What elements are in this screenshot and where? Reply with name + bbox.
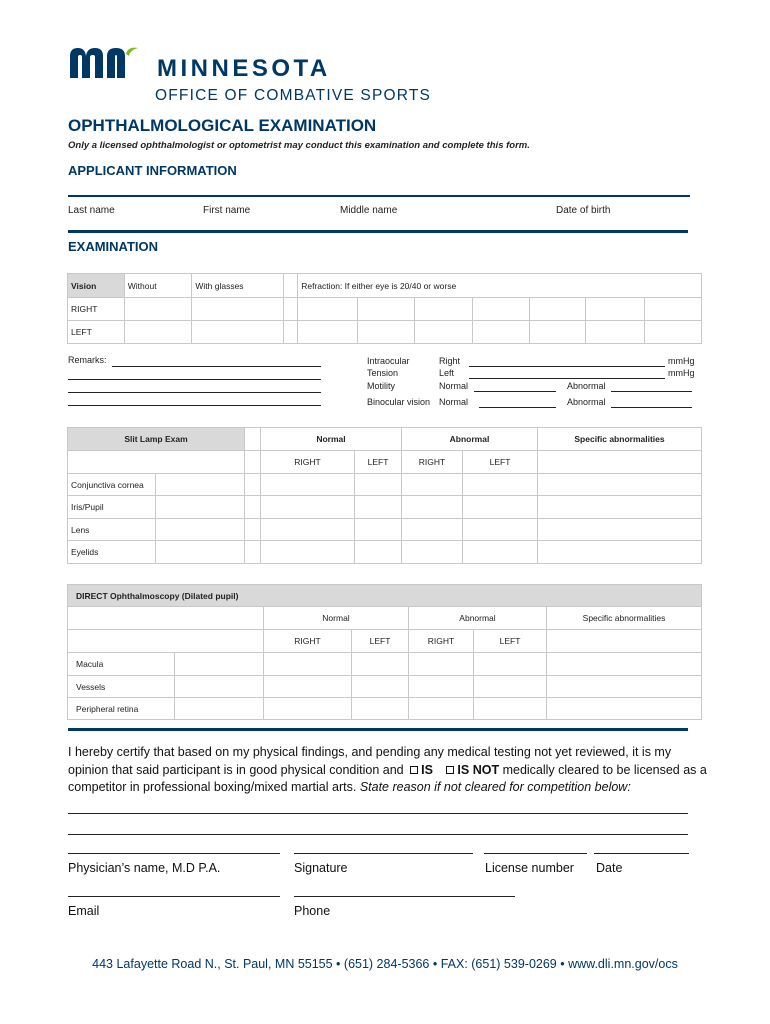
signature-label: Signature <box>294 861 348 875</box>
is-not-label: IS NOT <box>457 762 500 777</box>
slit-cell[interactable] <box>355 474 402 496</box>
direct-cell[interactable] <box>547 698 702 720</box>
slit-cell[interactable] <box>156 496 245 519</box>
intraocular-label: Intraocular <box>367 356 410 366</box>
direct-cell[interactable] <box>474 653 547 676</box>
direct-cell[interactable] <box>409 653 474 676</box>
direct-row-label: Macula <box>68 653 175 676</box>
certification-paragraph <box>68 744 708 797</box>
is-not-checkbox[interactable] <box>446 766 454 774</box>
refraction-cell[interactable] <box>472 298 529 321</box>
slit-cell[interactable] <box>463 541 538 564</box>
direct-cell[interactable] <box>264 653 352 676</box>
slit-cell[interactable] <box>156 474 245 496</box>
applicant-heading: APPLICANT INFORMATION <box>68 163 237 178</box>
direct-cell[interactable] <box>264 698 352 720</box>
slit-specific-header: Specific abnormalities <box>538 428 702 451</box>
direct-cell[interactable] <box>175 653 264 676</box>
direct-cell[interactable] <box>175 698 264 720</box>
last-name-label: Last name <box>68 205 115 216</box>
direct-row-label: Vessels <box>68 676 175 698</box>
refraction-cell[interactable] <box>298 321 358 344</box>
slit-normal-header: Normal <box>261 428 402 451</box>
slit-cell[interactable] <box>261 541 355 564</box>
direct-abnormal-header: Abnormal <box>409 607 547 630</box>
slit-row-label: Lens <box>68 519 156 541</box>
refraction-cell[interactable] <box>472 321 529 344</box>
remarks-label: Remarks: <box>68 355 107 365</box>
row-right-label: RIGHT <box>68 298 125 321</box>
vision-cell[interactable] <box>192 298 284 321</box>
direct-cell[interactable] <box>352 698 409 720</box>
slit-left-header: LEFT <box>355 451 402 474</box>
direct-cell[interactable] <box>175 676 264 698</box>
slit-abnormal-header: Abnormal <box>402 428 538 451</box>
slit-cell[interactable] <box>261 474 355 496</box>
page-title: OPHTHALMOLOGICAL EXAMINATION <box>68 116 377 135</box>
slit-row-label: Eyelids <box>68 541 156 564</box>
examination-bottom-rule <box>68 728 688 731</box>
slit-cell[interactable] <box>463 519 538 541</box>
refraction-cell[interactable] <box>645 321 702 344</box>
left-label: Left <box>439 368 455 378</box>
slit-left-header: LEFT <box>463 451 538 474</box>
date-label: Date <box>596 861 623 875</box>
slit-cell[interactable] <box>402 474 463 496</box>
slit-cell[interactable] <box>245 519 261 541</box>
direct-right-header: RIGHT <box>264 630 352 653</box>
direct-cell[interactable] <box>474 676 547 698</box>
intraocular-left-line[interactable] <box>469 378 665 379</box>
binocular-abnormal-line[interactable] <box>611 407 692 408</box>
motility-label: Motility <box>367 381 396 391</box>
mmhg-label: mmHg <box>668 368 695 378</box>
slit-cell[interactable] <box>156 541 245 564</box>
direct-specific-header: Specific abnormalities <box>547 607 702 630</box>
refraction-cell[interactable] <box>645 298 702 321</box>
direct-ophthalmoscopy-table <box>67 584 702 720</box>
refraction-cell[interactable] <box>414 321 472 344</box>
email-line[interactable] <box>68 896 280 897</box>
motility-normal-line[interactable] <box>474 391 556 392</box>
motility-normal-label: Normal <box>439 381 469 391</box>
binocular-label: Binocular vision <box>367 397 431 407</box>
refraction-cell[interactable] <box>586 321 645 344</box>
right-label: Right <box>439 356 461 366</box>
direct-cell[interactable] <box>547 653 702 676</box>
first-name-label: First name <box>203 205 251 216</box>
slit-cell[interactable] <box>538 474 702 496</box>
physician-name-label: Physician’s name, M.D P.A. <box>68 861 221 875</box>
license-number-line[interactable] <box>484 853 587 854</box>
remarks-line[interactable] <box>68 379 321 380</box>
certification-text-2: medically cleared to be licensed as a competitor in professional boxing/mixed martial arts. <box>68 762 707 794</box>
vision-cell[interactable] <box>124 321 192 344</box>
reason-prompt: State reason if not cleared for competition below: <box>359 780 631 794</box>
refraction-cell[interactable] <box>414 298 472 321</box>
mmhg-label: mmHg <box>668 356 695 366</box>
certification-text: I hereby certify that based on my physical findings, and pending any medical testing not yet reviewed, it is my opinion that said participant is in good physical condition and <box>68 745 672 777</box>
date-line[interactable] <box>594 853 689 854</box>
minnesota-logo-mark-icon <box>68 44 140 80</box>
motility-abnormal-line[interactable] <box>611 391 692 392</box>
row-left-label: LEFT <box>68 321 125 344</box>
direct-row-label: Peripheral retina <box>68 698 175 720</box>
email-label: Email <box>68 904 100 918</box>
slit-right-header: RIGHT <box>402 451 463 474</box>
slit-cell[interactable] <box>538 496 702 519</box>
footer-contact: 443 Lafayette Road N., St. Paul, MN 55155 • (651) 284-5366 • FAX: (651) 539-0269 • www.dli.mn.gov/ocs <box>92 957 678 971</box>
direct-cell[interactable] <box>409 698 474 720</box>
direct-normal-header: Normal <box>264 607 409 630</box>
vision-header: Vision <box>68 274 125 298</box>
binocular-normal-line[interactable] <box>479 407 556 408</box>
reason-line[interactable] <box>68 813 688 814</box>
is-checkbox[interactable] <box>410 766 418 774</box>
motility-abnormal-label: Abnormal <box>567 381 606 391</box>
tension-label: Tension <box>367 368 399 378</box>
slit-cell[interactable] <box>261 519 355 541</box>
page-subtitle: Only a licensed ophthalmologist or optometrist may conduct this examination and complete this form. <box>68 140 530 151</box>
slit-cell[interactable] <box>355 541 402 564</box>
slit-cell[interactable] <box>402 541 463 564</box>
slit-cell[interactable] <box>538 541 702 564</box>
remarks-line[interactable] <box>68 392 321 393</box>
direct-right-header: RIGHT <box>409 630 474 653</box>
direct-left-header: LEFT <box>352 630 409 653</box>
refraction-cell[interactable] <box>298 298 358 321</box>
slit-cell[interactable] <box>538 519 702 541</box>
direct-left-header: LEFT <box>474 630 547 653</box>
refraction-header: Refraction: If either eye is 20/40 or worse <box>298 274 702 298</box>
direct-cell[interactable] <box>352 653 409 676</box>
reason-line[interactable] <box>68 834 688 835</box>
direct-cell[interactable] <box>547 676 702 698</box>
refraction-cell[interactable] <box>586 298 645 321</box>
slit-cell[interactable] <box>156 519 245 541</box>
slit-cell[interactable] <box>463 474 538 496</box>
slit-row-label: Conjunctiva cornea <box>68 474 156 496</box>
examination-heading: EXAMINATION <box>68 239 159 254</box>
slit-row-label: Iris/Pupil <box>68 496 156 519</box>
refraction-cell[interactable] <box>358 298 415 321</box>
phone-line[interactable] <box>294 896 515 897</box>
slit-cell[interactable] <box>261 496 355 519</box>
without-header: Without <box>124 274 192 298</box>
slit-cell[interactable] <box>402 519 463 541</box>
slit-cell[interactable] <box>463 496 538 519</box>
remarks-line[interactable] <box>112 366 321 367</box>
vision-cell[interactable] <box>124 298 192 321</box>
direct-cell[interactable] <box>409 676 474 698</box>
binocular-abnormal-label: Abnormal <box>567 397 606 407</box>
vision-table <box>67 273 702 344</box>
direct-cell[interactable] <box>264 676 352 698</box>
direct-header: DIRECT Ophthalmoscopy (Dilated pupil) <box>68 585 702 607</box>
remarks-line[interactable] <box>68 405 321 406</box>
slit-cell[interactable] <box>355 519 402 541</box>
license-number-label: License number <box>485 861 574 875</box>
slit-cell[interactable] <box>245 474 261 496</box>
slit-cell[interactable] <box>245 541 261 564</box>
binocular-normal-label: Normal <box>439 397 469 407</box>
with-glasses-header: With glasses <box>192 274 284 298</box>
refraction-cell[interactable] <box>358 321 415 344</box>
physician-name-line[interactable] <box>68 853 280 854</box>
slit-cell[interactable] <box>402 496 463 519</box>
applicant-bottom-rule <box>68 230 688 233</box>
slit-cell[interactable] <box>355 496 402 519</box>
slit-lamp-table <box>67 427 702 564</box>
refraction-cell[interactable] <box>529 321 586 344</box>
logo-subtitle: OFFICE OF COMBATIVE SPORTS <box>155 87 432 104</box>
refraction-cell[interactable] <box>529 298 586 321</box>
phone-label: Phone <box>294 904 331 918</box>
dob-label: Date of birth <box>556 205 611 216</box>
intraocular-right-line[interactable] <box>469 366 665 367</box>
signature-line[interactable] <box>294 853 473 854</box>
applicant-top-rule <box>68 195 690 197</box>
middle-name-label: Middle name <box>340 205 398 216</box>
logo-name: MINNESOTA <box>157 55 331 82</box>
direct-cell[interactable] <box>352 676 409 698</box>
slit-lamp-header: Slit Lamp Exam <box>68 428 245 451</box>
slit-right-header: RIGHT <box>261 451 355 474</box>
vision-cell[interactable] <box>192 321 284 344</box>
direct-cell[interactable] <box>474 698 547 720</box>
slit-cell[interactable] <box>245 496 261 519</box>
is-label: IS <box>421 762 433 777</box>
